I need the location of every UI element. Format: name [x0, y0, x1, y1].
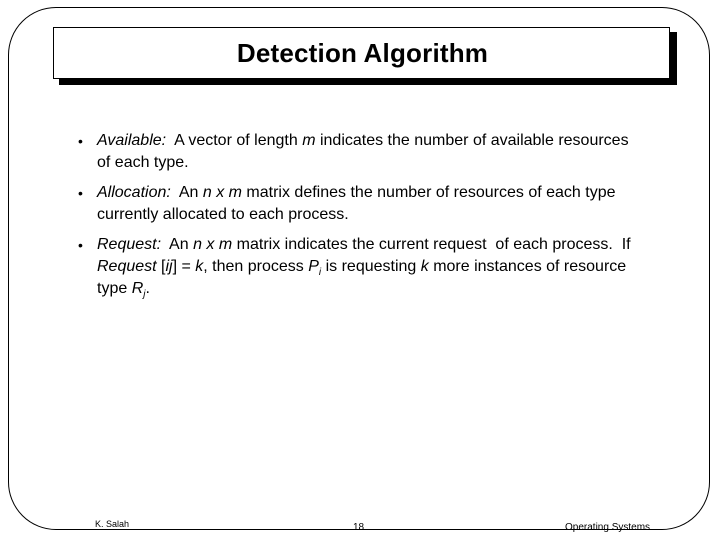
var-request: Request: [97, 258, 157, 275]
footer-page-number: 18: [353, 522, 365, 533]
text-segment: matrix defines the number of resources of each type currently allocated to each process.: [97, 184, 616, 223]
title-box: [53, 27, 670, 79]
term-allocation: Allocation:: [97, 184, 171, 201]
var-n-x-m: n x m: [193, 236, 233, 253]
term-available: Available:: [97, 132, 167, 149]
var-m: m: [302, 132, 316, 149]
subscript-j: j: [143, 289, 146, 301]
text-segment: A vector of length: [166, 132, 303, 149]
bullet-request: [78, 234, 638, 300]
subscript-i: i: [318, 267, 322, 279]
text-segment: , then process: [203, 258, 309, 275]
bullet-icon: •: [78, 185, 83, 201]
var-k: k: [195, 258, 204, 275]
text-segment: [: [156, 258, 166, 275]
var-p: P: [308, 258, 319, 275]
var-r: R: [131, 280, 144, 297]
bullet-icon: •: [78, 237, 83, 253]
bullet-allocation: [78, 182, 638, 226]
text-segment: matrix indicates the current request of each process. If: [232, 236, 636, 253]
bullet-available: [78, 130, 638, 174]
term-request: Request:: [97, 236, 162, 253]
footer-author: K. Salah: [95, 519, 130, 529]
text-segment: ] =: [172, 258, 196, 275]
slide-title: Detection Algorithm: [236, 37, 489, 68]
var-ij: ij: [165, 258, 173, 275]
text-segment: indicates the number of available resources of each type.: [97, 132, 629, 171]
text-segment: more instances of resource type: [97, 258, 631, 297]
bullet-list: [78, 130, 638, 308]
text-segment: An: [170, 184, 203, 201]
var-n-x-m: n x m: [202, 184, 242, 201]
footer-course: Operating Systems: [565, 522, 651, 533]
text-segment: is requesting: [321, 258, 421, 275]
bullet-icon: •: [78, 133, 83, 149]
text-segment: An: [161, 236, 194, 253]
var-k: k: [420, 258, 429, 275]
text-segment: .: [145, 280, 150, 297]
